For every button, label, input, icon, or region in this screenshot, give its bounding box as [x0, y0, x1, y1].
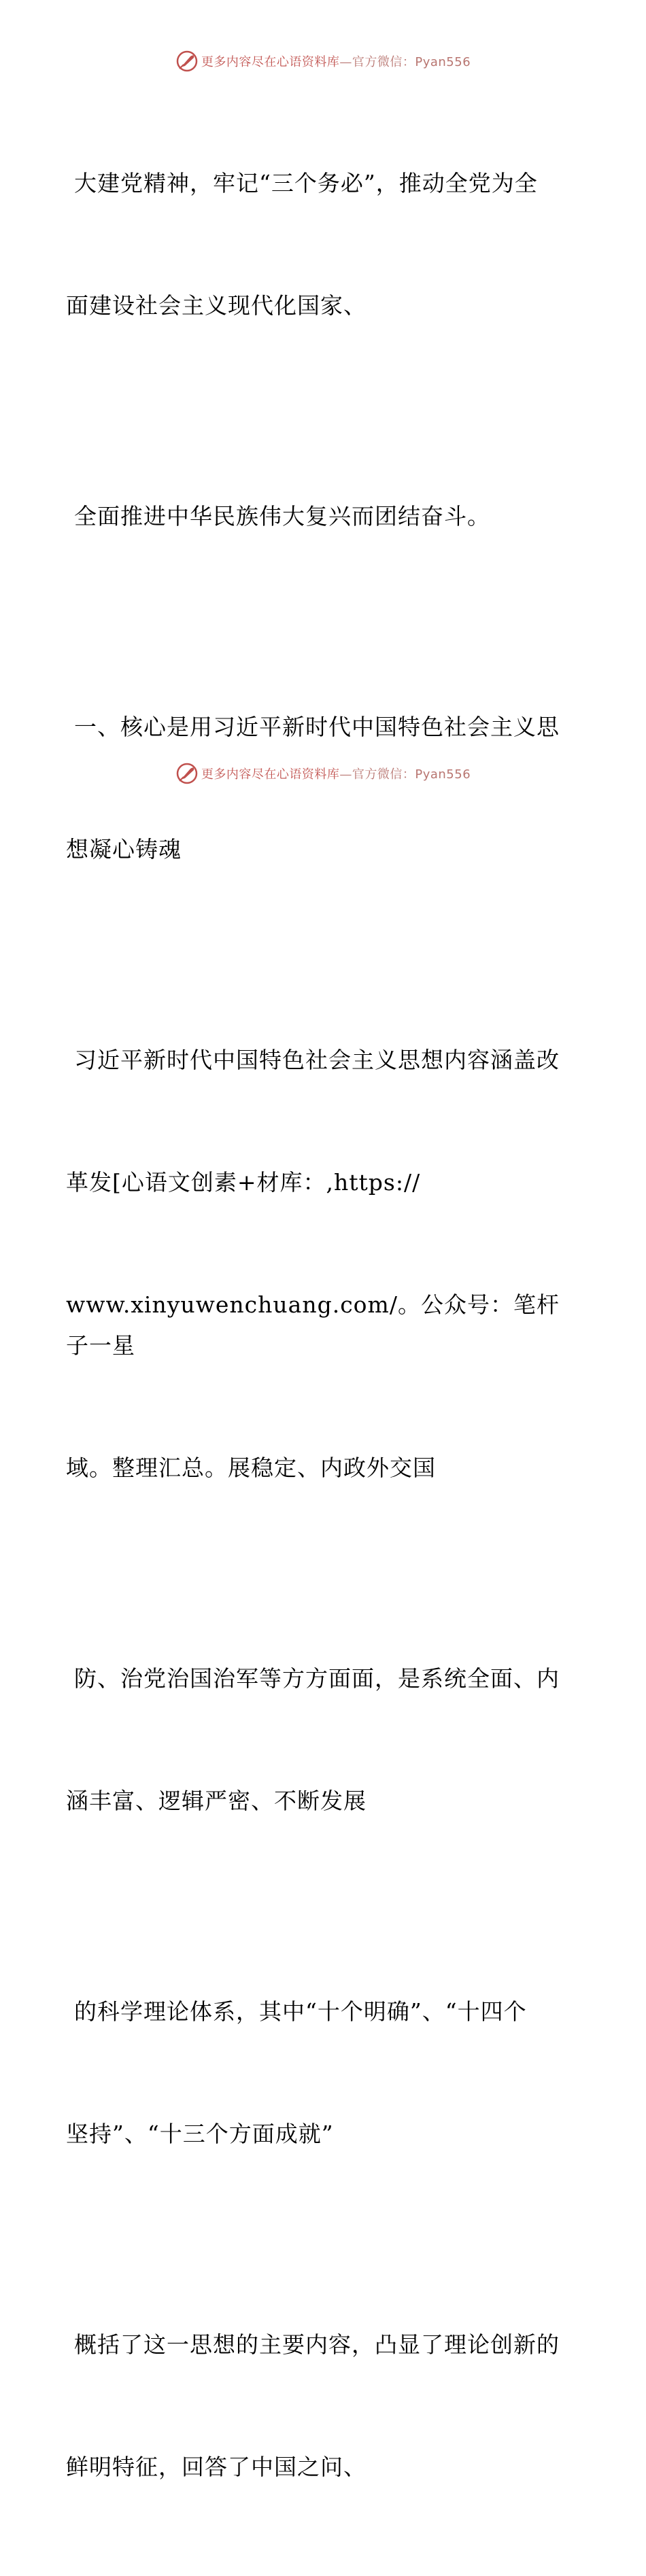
watermark-label: 官方微信：	[352, 767, 415, 782]
watermark-separator: —	[339, 55, 352, 69]
text-line: 一、核心是用习近平新时代中国特色社会主义思	[74, 714, 560, 740]
text-line: 坚持”、“十三个方面成就”	[66, 2121, 334, 2147]
text-line: 想凝心铸魂	[66, 836, 182, 863]
watermark-text	[201, 765, 471, 782]
text-line: 鲜明特征，回答了中国之问、	[66, 2454, 367, 2480]
paragraph	[66, 82, 569, 408]
paragraph	[66, 1910, 569, 2236]
watermark-site: 更多内容尽在心语资料库	[201, 55, 340, 69]
text-line: 域。整理汇总。展稳定、内政外交国	[66, 1455, 436, 1481]
paragraph	[66, 2243, 569, 2569]
footer-watermark	[0, 760, 646, 787]
text-line: www.xinyuwenchuang.com/。公众号：笔杆子一星	[66, 1291, 560, 1359]
text-line: 概括了这一思想的主要内容，凸显了理论创新的	[74, 2331, 560, 2358]
text-line: 革发[心语文创素+材库：,https://	[66, 1169, 421, 1196]
text-line: 的科学理论体系，其中“十个明确”、“十四个	[74, 1998, 527, 2025]
header-watermark	[0, 48, 646, 75]
text-line: 大建党精神，牢记“三个务必”，推动全党为全	[74, 170, 538, 196]
document-body	[66, 82, 569, 2576]
watermark-wechat-id: Pyan556	[415, 55, 471, 69]
feather-quill-logo-icon	[175, 762, 199, 785]
watermark-label: 官方微信：	[352, 55, 415, 69]
text-line: 防、治党治国治军等方方面面，是系统全面、内	[74, 1665, 560, 1692]
paragraph	[66, 958, 569, 1570]
section-heading	[66, 625, 569, 952]
watermark-text	[201, 52, 471, 70]
feather-quill-logo-icon	[175, 50, 199, 73]
text-line: 面建设社会主义现代化国家、	[66, 292, 367, 319]
text-line: 习近平新时代中国特色社会主义思想内容涵盖改	[74, 1047, 560, 1073]
text-line: 全面推进中华民族伟大复兴而团结奋斗。	[74, 503, 490, 529]
paragraph	[66, 1577, 569, 1903]
paragraph	[66, 415, 569, 619]
watermark-separator: —	[339, 767, 352, 782]
watermark-site: 更多内容尽在心语资料库	[201, 767, 340, 782]
text-line: 涵丰富、逻辑严密、不断发展	[66, 1788, 367, 1814]
watermark-wechat-id: Pyan556	[415, 767, 471, 782]
